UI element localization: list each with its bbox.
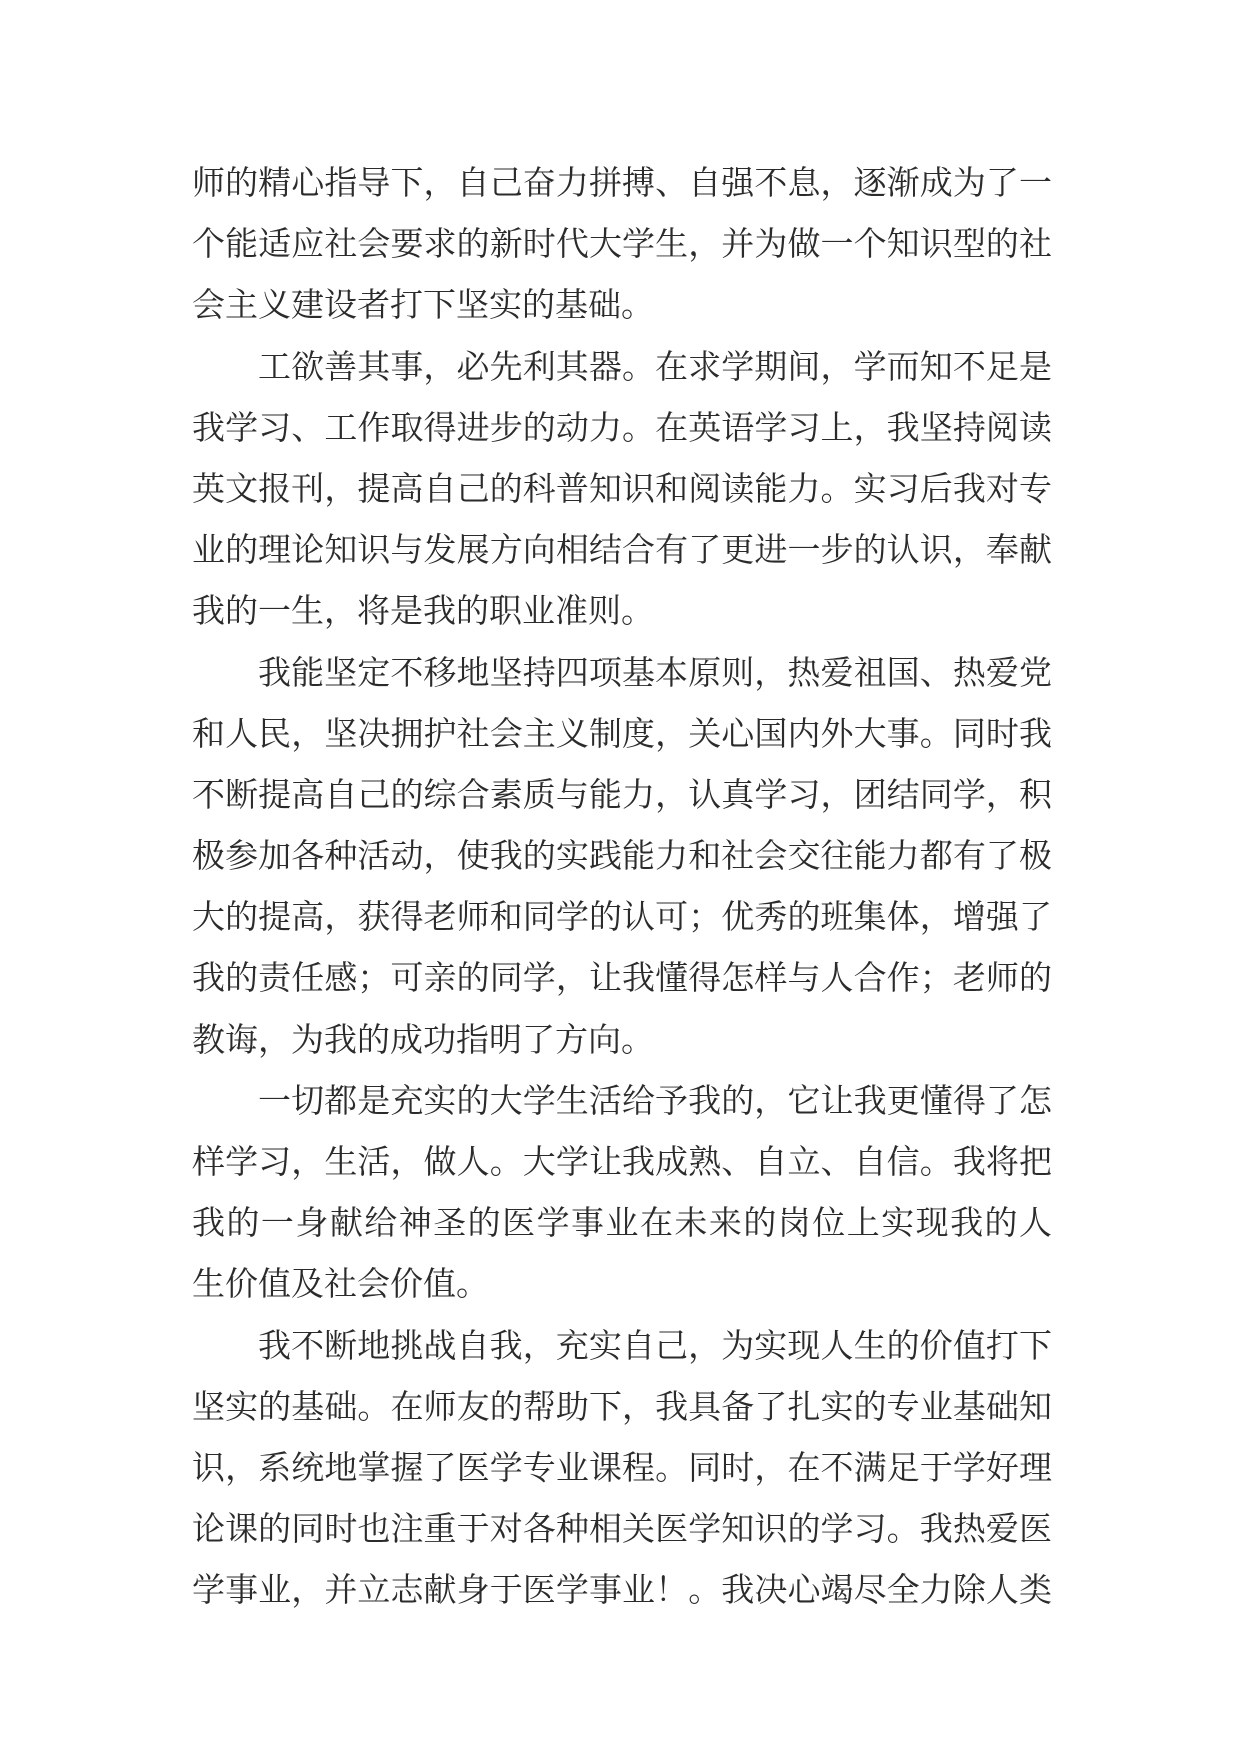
text-line: 业的理论知识与发展方向相结合有了更进一步的认识，奉献: [192, 530, 1052, 570]
text-line: 会主义建设者打下坚实的基础。: [192, 285, 654, 325]
text-line: 和人民，坚决拥护社会主义制度，关心国内外大事。同时我: [192, 713, 1052, 753]
paragraph-1: [192, 152, 1052, 336]
body-text: [192, 152, 1052, 1621]
text-line: 个能适应社会要求的新时代大学生，并为做一个知识型的社: [192, 224, 1052, 264]
text-line: 识，系统地掌握了医学专业课程。同时，在不满足于学好理: [192, 1447, 1052, 1487]
text-line: 学事业，并立志献身于医学事业！。我决心竭尽全力除人类: [192, 1570, 1052, 1610]
text-line: 工欲善其事，必先利其器。在求学期间，学而知不足是: [258, 346, 1052, 386]
text-line: 我不断地挑战自我，充实自己，为实现人生的价值打下: [258, 1325, 1052, 1365]
paragraph-5: [192, 1315, 1052, 1621]
text-line: 我的一身献给神圣的医学事业在未来的岗位上实现我的人: [192, 1203, 1052, 1243]
text-line: 不断提高自己的综合素质与能力，认真学习，团结同学，积: [192, 774, 1052, 814]
text-line: 一切都是充实的大学生活给予我的，它让我更懂得了怎: [258, 1080, 1052, 1120]
paragraph-3: [192, 642, 1052, 1070]
paragraph-4: [192, 1070, 1052, 1315]
text-line: 教诲，为我的成功指明了方向。: [192, 1019, 654, 1059]
text-line: 我的一生，将是我的职业准则。: [192, 591, 654, 631]
text-line: 师的精心指导下，自己奋力拼搏、自强不息，逐渐成为了一: [192, 163, 1052, 202]
text-line: 样学习，生活，做人。大学让我成熟、自立、自信。我将把: [192, 1142, 1052, 1181]
text-line: 大的提高，获得老师和同学的认可；优秀的班集体，增强了: [192, 897, 1052, 937]
paragraph-2: [192, 336, 1052, 642]
text-line: 生价值及社会价值。: [192, 1264, 489, 1304]
text-line: 坚实的基础。在师友的帮助下，我具备了扎实的专业基础知: [192, 1386, 1052, 1426]
text-line: 极参加各种活动，使我的实践能力和社会交往能力都有了极: [192, 836, 1052, 876]
text-line: 论课的同时也注重于对各种相关医学知识的学习。我热爱医: [192, 1509, 1052, 1549]
text-line: 我学习、工作取得进步的动力。在英语学习上，我坚持阅读: [192, 407, 1052, 447]
text-line: 我的责任感；可亲的同学，让我懂得怎样与人合作；老师的: [192, 958, 1052, 998]
text-line: 英文报刊，提高自己的科普知识和阅读能力。实习后我对专: [192, 468, 1052, 508]
text-line: 我能坚定不移地坚持四项基本原则，热爱祖国、热爱党: [258, 652, 1052, 692]
